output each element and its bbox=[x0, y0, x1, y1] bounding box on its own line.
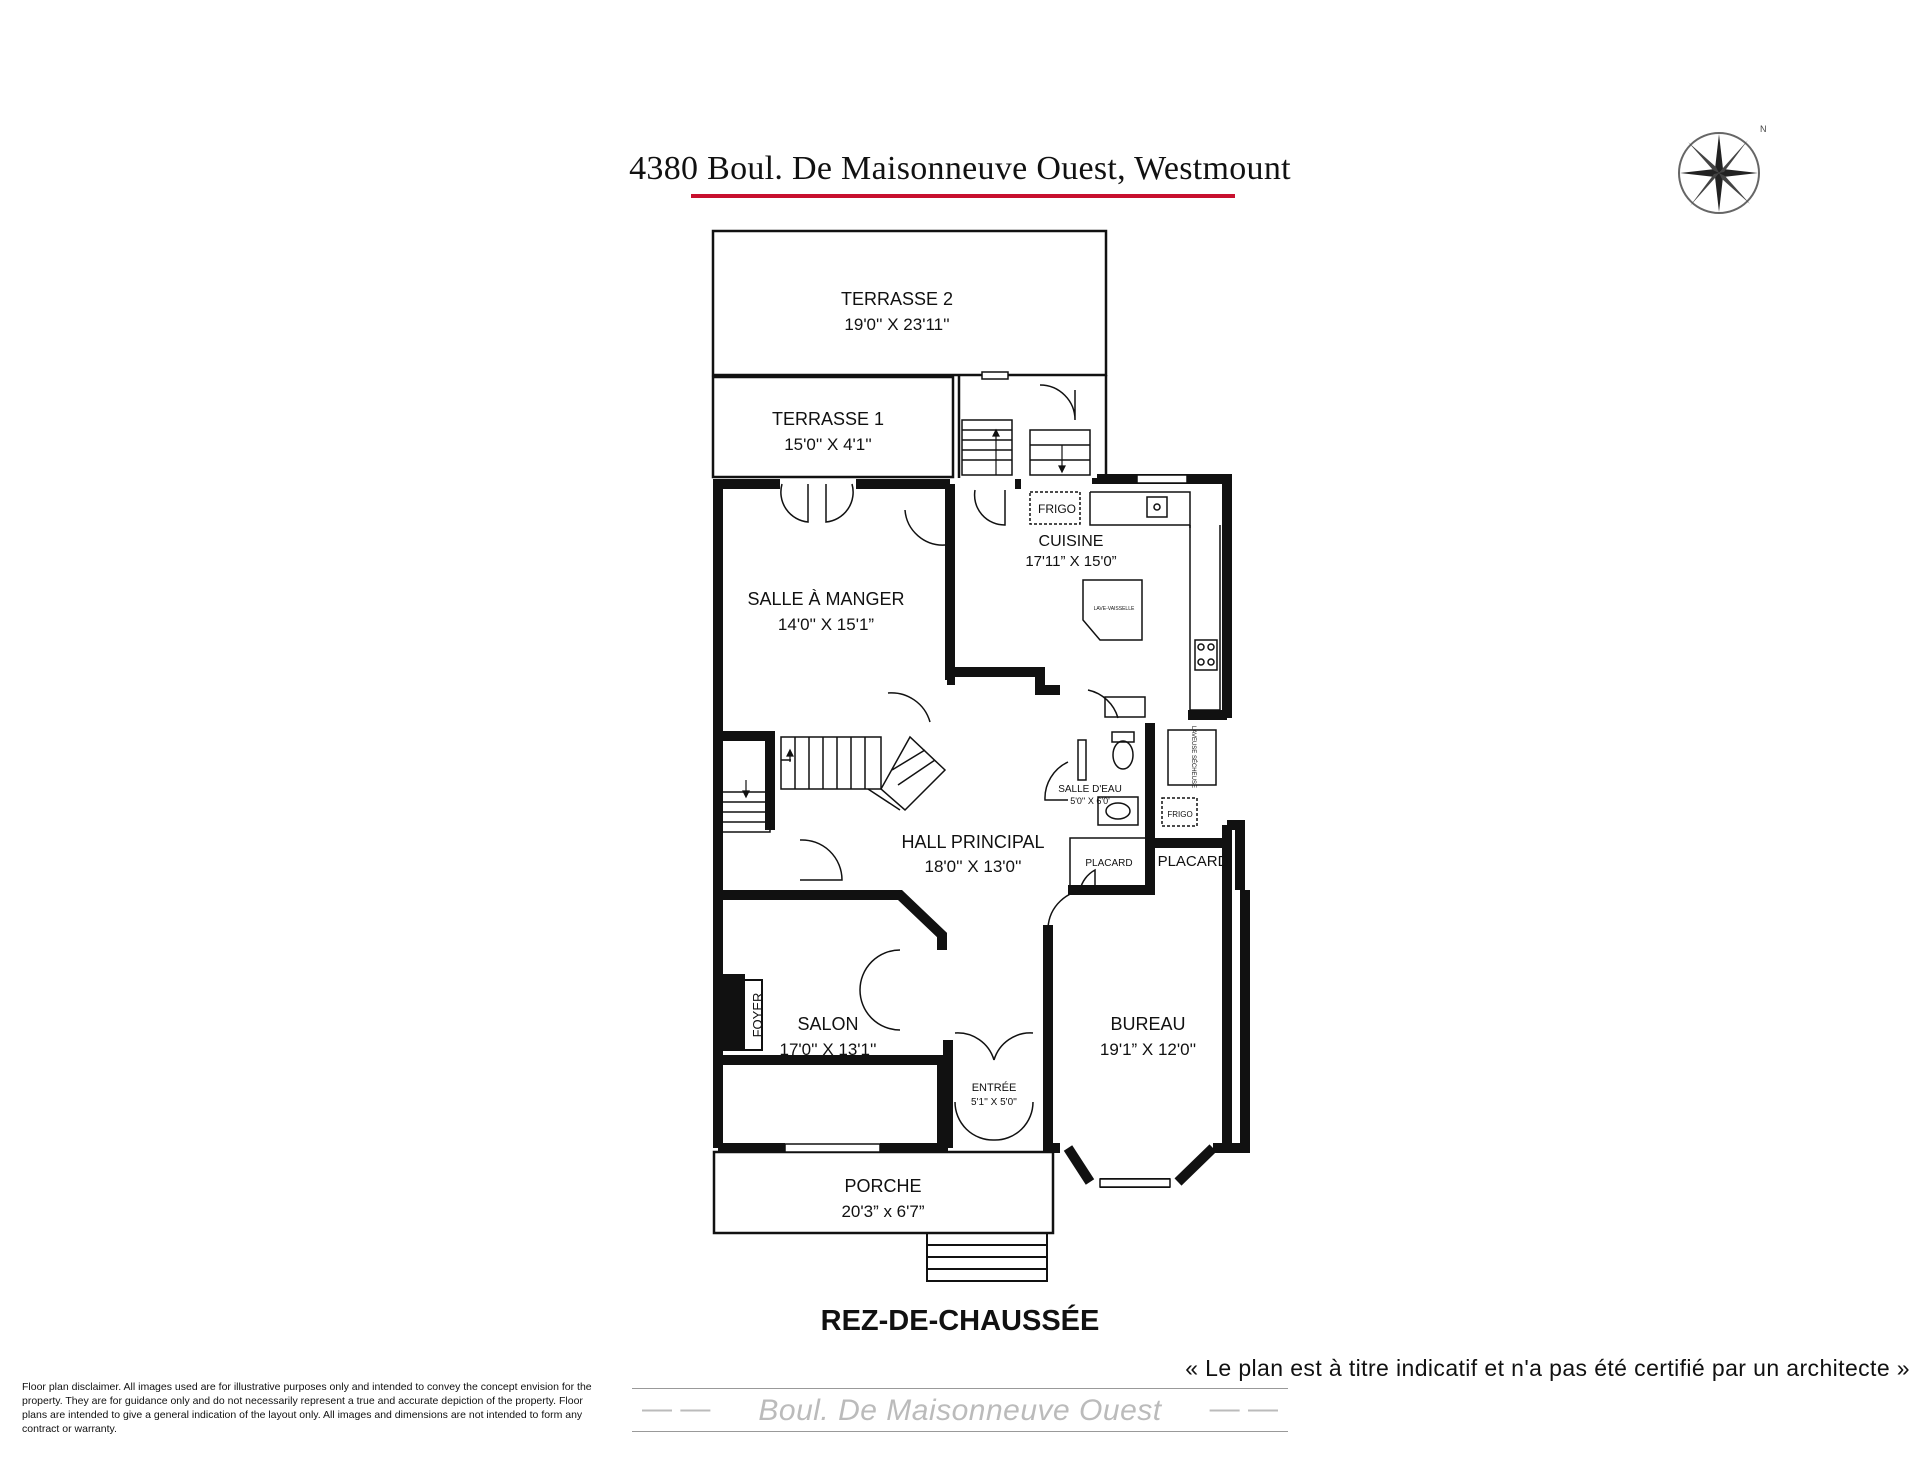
bathroom-fixtures bbox=[1078, 732, 1138, 825]
room-name-terrasse-2: TERRASSE 2 bbox=[840, 289, 954, 309]
window-salon bbox=[785, 1144, 880, 1152]
room-name-salon: SALON bbox=[797, 1014, 859, 1034]
room-name-bureau: BUREAU bbox=[1110, 1014, 1186, 1034]
porch-steps bbox=[927, 1233, 1047, 1281]
lave-vaisselle-label: LAVE-VAISSELLE bbox=[1093, 606, 1135, 612]
window-back bbox=[982, 372, 1008, 379]
street-dashes-left: — — bbox=[642, 1392, 711, 1425]
back-stair-enclosure bbox=[959, 375, 1106, 478]
street-line-bottom bbox=[632, 1431, 1288, 1432]
room-dims-salle-a-manger: 14'0'' X 15'1” bbox=[777, 615, 875, 634]
room-dims-salon: 17'0'' X 13'1'' bbox=[779, 1040, 877, 1059]
room-dims-terrasse-1: 15'0'' X 4'1'' bbox=[784, 435, 872, 454]
compass-north-letter: N bbox=[1760, 124, 1767, 134]
back-stairs bbox=[962, 420, 1090, 475]
room-name-entree: ENTRÉE bbox=[971, 1082, 1017, 1094]
frigo-small-label: FRIGO bbox=[1167, 810, 1193, 819]
kitchen-counter-right bbox=[1190, 525, 1220, 710]
level-label: REZ-DE-CHAUSSÉE bbox=[820, 1305, 1100, 1337]
floor-plan-disclaimer: Floor plan disclaimer. All images used are for illustrative purposes only and intended to convey the concept envision for the property. They are for guidance only and do not necessarily represent a true and accurate depiction of the property. Floor plans are intended to give a general indication of the layout only. All images and dimensions are not intended to form any contract or warranty. bbox=[22, 1381, 592, 1435]
window-bay bbox=[1100, 1179, 1170, 1187]
street-name: Boul. De Maisonneuve Ouest bbox=[758, 1394, 1162, 1427]
laveuse-secheuse-label: LAVEUSE SÉCHEUSE bbox=[1190, 726, 1196, 788]
placard-left-label: PLACARD bbox=[1085, 858, 1133, 869]
room-name-hall-principal: HALL PRINCIPAL bbox=[901, 832, 1045, 852]
room-dims-salle-d-eau: 5'0'' X 6'0' bbox=[1070, 796, 1110, 806]
street-line-top bbox=[632, 1388, 1288, 1389]
room-dims-entree: 5'1'' X 5'0'' bbox=[971, 1097, 1017, 1108]
room-name-porche: PORCHE bbox=[844, 1176, 922, 1196]
placard-right-label: PLACARD bbox=[1157, 853, 1229, 870]
room-name-salle-d-eau: SALLE D'EAU bbox=[1058, 784, 1122, 795]
street-indicator bbox=[632, 1388, 1288, 1432]
foyer-label: FOYER bbox=[750, 992, 765, 1038]
frigo-label: FRIGO bbox=[1038, 502, 1076, 516]
plan-title: 4380 Boul. De Maisonneuve Ouest, Westmount bbox=[629, 150, 1291, 187]
room-dims-bureau: 19'1” X 12'0'' bbox=[1099, 1040, 1197, 1059]
walls bbox=[713, 478, 1245, 1183]
kitchen-counter bbox=[1090, 492, 1190, 528]
main-stairs bbox=[781, 737, 945, 810]
room-dims-porche: 20'3” x 6'7” bbox=[841, 1202, 925, 1221]
room-dims-cuisine: 17'11” X 15'0” bbox=[1025, 553, 1117, 570]
architect-note: « Le plan est à titre indicatif et n'a pas été certifié par un architecte » bbox=[1185, 1355, 1910, 1381]
room-dims-hall-principal: 18'0'' X 13'0'' bbox=[924, 857, 1022, 876]
room-name-terrasse-1: TERRASSE 1 bbox=[771, 409, 885, 429]
window-kitchen bbox=[1137, 475, 1187, 483]
room-name-cuisine: CUISINE bbox=[1038, 533, 1104, 550]
room-dims-terrasse-2: 19'0'' X 23'11'' bbox=[844, 315, 950, 334]
street-dashes-right: — — bbox=[1209, 1392, 1278, 1425]
room-name-salle-a-manger: SALLE À MANGER bbox=[747, 589, 905, 609]
